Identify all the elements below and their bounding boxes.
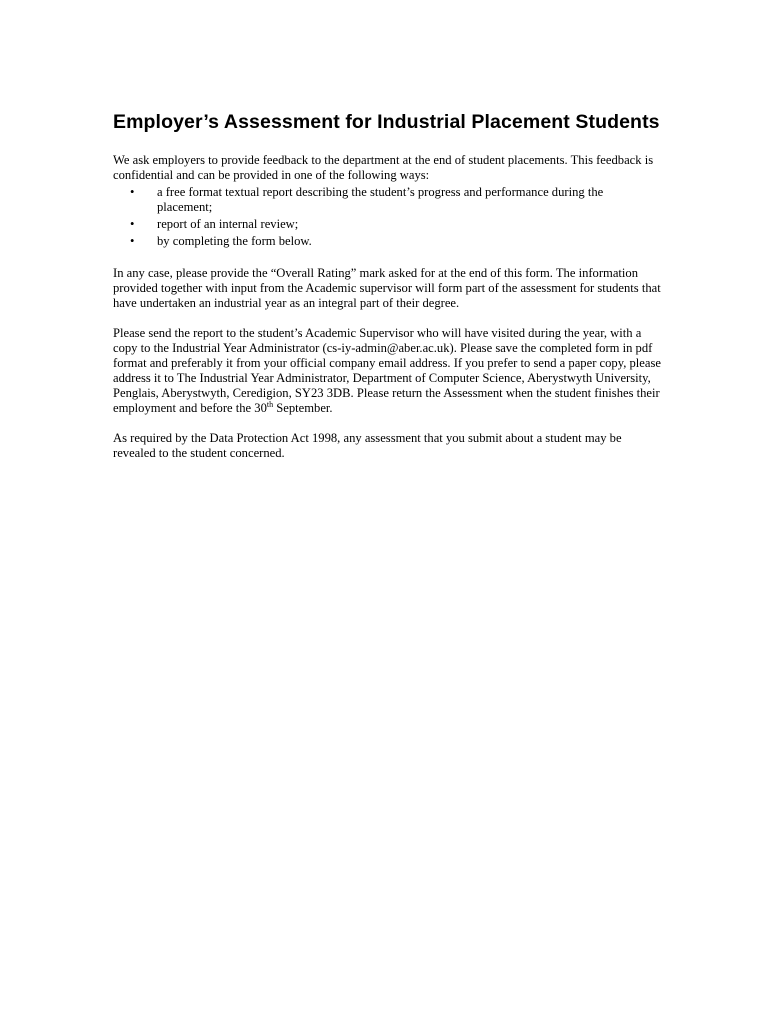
document-body xyxy=(113,110,661,461)
submission-instructions-tail: September. xyxy=(273,401,333,415)
bullet-icon: • xyxy=(130,217,135,231)
overall-rating-paragraph: In any case, please provide the “Overall Rating” mark asked for at the end of this form. The information provided together with input from the Academic supervisor will form part of the assessment for students that have undertaken an industrial year as an integral part of their degree. xyxy=(113,266,661,310)
data-protection-paragraph: As required by the Data Protection Act 1998, any assessment that you submit about a student may be revealed to the student concerned. xyxy=(113,431,622,460)
list-item xyxy=(130,185,661,215)
date-ordinal-suffix: th xyxy=(266,399,274,409)
spacer xyxy=(113,311,661,326)
bullet-icon: • xyxy=(130,185,135,199)
list-item-text: report of an internal review; xyxy=(157,217,299,231)
list-item xyxy=(130,217,661,232)
spacer xyxy=(113,251,661,266)
list-item xyxy=(130,234,661,249)
feedback-options-list xyxy=(113,185,661,249)
list-item-text: by completing the form below. xyxy=(157,234,312,248)
page-title: Employer’s Assessment for Industrial Placement Students xyxy=(113,111,660,133)
spacer xyxy=(113,416,661,431)
submission-instructions-paragraph xyxy=(113,326,661,416)
bullet-icon: • xyxy=(130,234,135,248)
list-item-text: a free format textual report describing the student’s progress and performance during the placement; xyxy=(157,185,604,214)
intro-paragraph: We ask employers to provide feedback to the department at the end of student placements. This feedback is confidential and can be provided in one of the following ways: xyxy=(113,153,654,182)
submission-instructions-text: Please send the report to the student’s Academic Supervisor who will have visited during the year, with a copy to the Industrial Year Administrator (cs-iy-admin@aber.ac.uk). Please save the completed form in pdf format and preferably it from your official company email address. If you prefer to send a paper copy, please address it to The Industrial Year Administrator, Department of Computer Science, Aberystwyth University, Penglais, Aberystwyth, Ceredigion, SY23 3DB. Please return the Assessment when the student finishes their employment and before the 30 xyxy=(113,326,661,415)
